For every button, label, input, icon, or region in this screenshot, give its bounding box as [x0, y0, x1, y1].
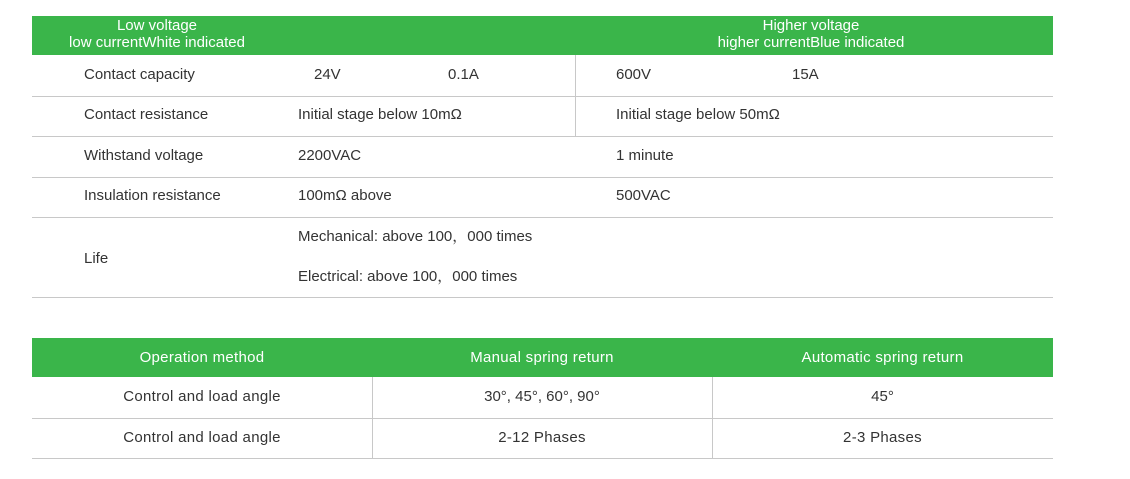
contact-resistance-low: Initial stage below 10mΩ	[298, 106, 462, 123]
header-manual-spring-return: Manual spring return	[470, 349, 614, 366]
row-label-contact-resistance: Contact resistance	[84, 106, 209, 123]
contact-capacity-high-voltage: 600V	[616, 66, 652, 83]
row-divider	[32, 297, 1053, 298]
row-label-withstand-voltage: Withstand voltage	[84, 147, 204, 164]
header-high-voltage-line2: higher currentBlue indicated	[717, 34, 905, 51]
insulation-resistance-high: 500VAC	[616, 187, 671, 204]
row-divider	[32, 217, 1053, 218]
header-low-voltage-line2: low currentWhite indicated	[69, 34, 245, 51]
withstand-voltage-high: 1 minute	[616, 147, 674, 164]
contact-capacity-high-current: 15A	[792, 66, 819, 83]
contact-capacity-low-voltage: 24V	[314, 66, 341, 83]
operation-row-1-automatic: 45°	[871, 388, 894, 405]
row-divider	[32, 418, 1053, 419]
operation-row-2-manual: 2-12 Phases	[498, 429, 586, 446]
header-low-voltage-line1: Low voltage	[116, 17, 198, 34]
header-high-voltage	[660, 17, 962, 51]
row-divider	[32, 177, 1053, 178]
contact-capacity-low-current: 0.1A	[448, 66, 479, 83]
contact-resistance-high: Initial stage below 50mΩ	[616, 106, 780, 123]
operation-row-1-label: Control and load angle	[123, 388, 281, 405]
operation-row-2-automatic: 2-3 Phases	[843, 429, 922, 446]
header-high-voltage-line1: Higher voltage	[762, 17, 860, 34]
row-divider	[32, 458, 1053, 459]
row-divider	[32, 96, 1053, 97]
withstand-voltage-low: 2200VAC	[298, 147, 362, 164]
operation-row-2-label: Control and load angle	[123, 429, 281, 446]
life-electrical: Electrical: above 100，000 times	[298, 268, 518, 285]
insulation-resistance-low: 100mΩ above	[298, 187, 392, 204]
row-label-contact-capacity: Contact capacity	[84, 66, 195, 83]
header-low-voltage	[32, 17, 282, 51]
header-operation-method: Operation method	[139, 349, 265, 366]
row-label-insulation-resistance: Insulation resistance	[84, 187, 221, 204]
column-divider	[372, 377, 373, 459]
operation-row-1-manual: 30°, 45°, 60°, 90°	[484, 388, 600, 405]
row-label-life: Life	[84, 250, 109, 267]
row-divider	[32, 136, 1053, 137]
header-automatic-spring-return: Automatic spring return	[801, 349, 964, 366]
life-mechanical: Mechanical: above 100，000 times	[298, 228, 533, 245]
column-divider	[575, 55, 576, 136]
column-divider	[712, 377, 713, 459]
